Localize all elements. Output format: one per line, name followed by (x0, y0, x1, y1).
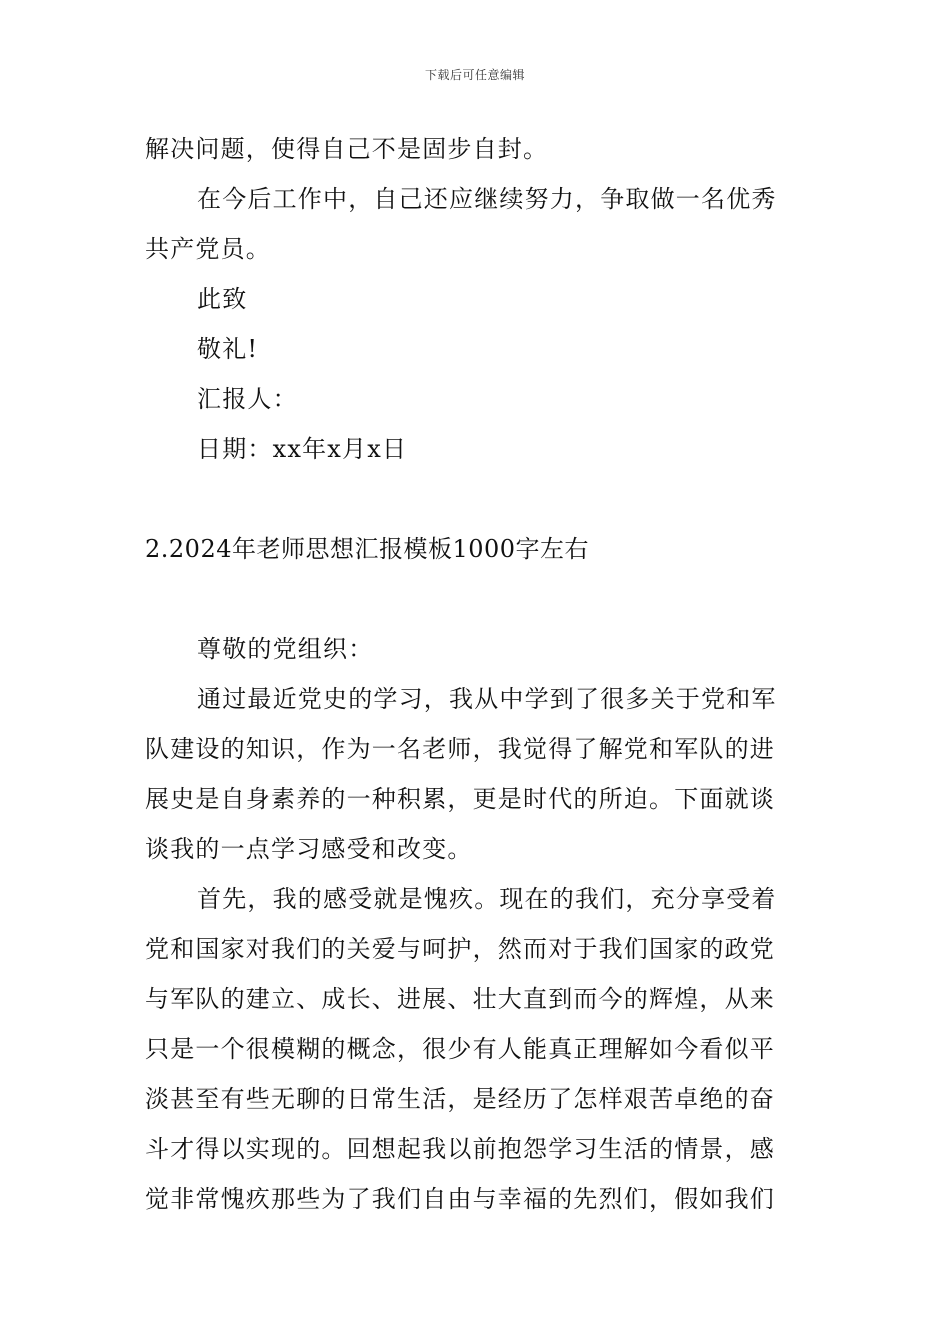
paragraph-line: 展史是自身素养的一种积累，更是时代的所迫。下面就谈 (145, 785, 775, 813)
date-line: 日期：xx年x月x日 (197, 435, 408, 463)
paragraph-line: 队建设的知识，作为一名老师，我觉得了解党和军队的进 (145, 735, 775, 763)
paragraph-line: 只是一个很模糊的概念，很少有人能真正理解如今看似平 (145, 1035, 775, 1063)
letter-closing-section (145, 124, 807, 474)
report-body-section (145, 624, 807, 1224)
paragraph-line: 斗才得以实现的。回想起我以前抱怨学习生活的情景，感 (145, 1135, 775, 1163)
paragraph-line: 通过最近党史的学习，我从中学到了很多关于党和军 (197, 685, 777, 713)
salutation-line: 敬礼! (197, 335, 259, 363)
section-heading: 2.2024年老师思想汇报模板1000字左右 (145, 535, 590, 563)
paragraph-line: 共产党员。 (145, 235, 271, 263)
paragraph-line: 觉非常愧疚那些为了我们自由与幸福的先烈们，假如我们 (145, 1185, 775, 1213)
paragraph-line: 与军队的建立、成长、进展、壮大直到而今的辉煌，从来 (145, 985, 775, 1013)
reporter-line: 汇报人： (197, 385, 298, 413)
paragraph-line: 首先，我的感受就是愧疚。现在的我们，充分享受着 (197, 885, 777, 913)
paragraph-line: 谈我的一点学习感受和改变。 (145, 835, 473, 863)
paragraph-line: 在今后工作中，自己还应继续努力，争取做一名优秀 (197, 185, 777, 213)
greeting-line: 尊敬的党组织： (197, 635, 374, 663)
paragraph-line: 党和国家对我们的关爱与呵护，然而对于我们国家的政党 (145, 935, 775, 963)
paragraph-line: 解决问题，使得自己不是固步自封。 (145, 135, 549, 163)
paragraph-line: 淡甚至有些无聊的日常生活，是经历了怎样艰苦卓绝的奋 (145, 1085, 775, 1113)
header-note: 下载后可任意编辑 (424, 68, 525, 82)
salutation-line: 此致 (197, 285, 248, 313)
